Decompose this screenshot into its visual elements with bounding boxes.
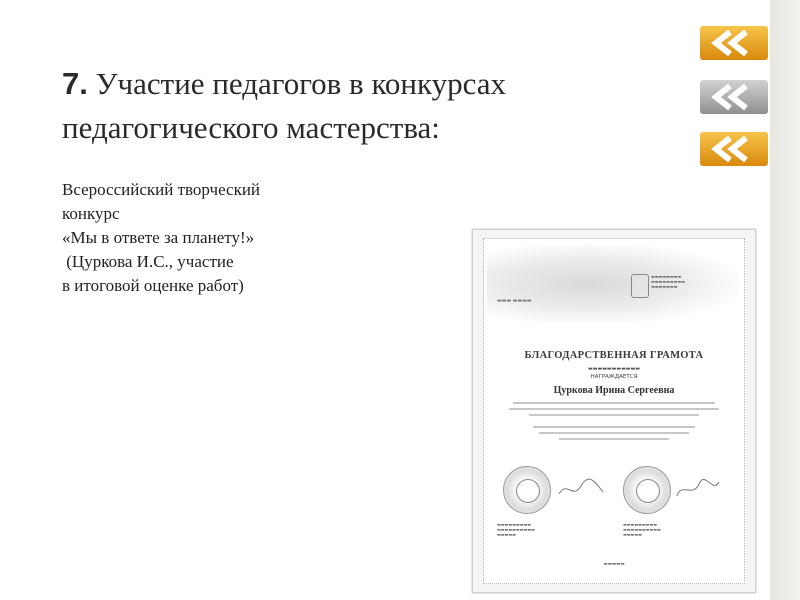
certificate-seal-left-icon	[503, 466, 551, 514]
certificate-footer: ▬▬▬▬▬	[603, 562, 625, 567]
nav-arrow-stack	[700, 0, 800, 180]
certificate-recipient: Цуркова Ирина Сергеевна	[553, 385, 675, 396]
certificate-org-right: ▬▬▬▬▬▬▬▬ ▬▬▬▬▬▬▬▬▬ ▬▬▬▬▬▬▬	[651, 274, 686, 289]
certificate-title: БЛАГОДАРСТВЕННАЯ ГРАМОТА	[524, 350, 704, 361]
slide-title	[62, 62, 682, 150]
title-text: Участие педагогов в конкурсах педагогического мастерства:	[62, 66, 507, 145]
description-line: (Цуркова И.С., участие	[62, 252, 234, 271]
certificate-number: ▬▬▬▬▬▬▬▬▬▬▬	[588, 366, 640, 372]
certificate-logo-icon	[631, 274, 649, 298]
double-chevron-left-icon[interactable]	[700, 76, 768, 118]
certificate-org-left: ▬▬▬ ▬▬▬▬	[497, 298, 532, 304]
double-chevron-left-icon[interactable]	[700, 128, 768, 170]
contest-description	[62, 178, 382, 298]
certificate-awarded-label: НАГРАЖДАЕТСЯ	[590, 374, 638, 380]
double-chevron-left-icon[interactable]	[700, 22, 768, 64]
certificate-text-line	[539, 432, 689, 434]
certificate-text-line	[529, 414, 699, 416]
signature-scribble-left	[557, 476, 607, 502]
certificate-seal-right-icon	[623, 466, 671, 514]
certificate-image	[472, 229, 756, 593]
certificate-text-line	[513, 402, 715, 404]
certificate-text-line	[509, 408, 719, 410]
certificate-signature-right: ▬▬▬▬▬▬▬▬▬ ▬▬▬▬▬▬▬▬▬▬ ▬▬▬▬▬	[623, 522, 661, 537]
description-line: Всероссийский творческий	[62, 180, 261, 199]
certificate-text-line	[533, 426, 695, 428]
description-line: в итоговой оценке работ)	[62, 276, 244, 295]
signature-scribble-right	[673, 476, 723, 502]
certificate-text-line	[559, 438, 669, 440]
description-line: «Мы в ответе за планету!»	[62, 228, 255, 247]
certificate-signature-left: ▬▬▬▬▬▬▬▬▬ ▬▬▬▬▬▬▬▬▬▬ ▬▬▬▬▬	[497, 522, 535, 537]
title-number: 7.	[62, 66, 88, 101]
description-line: конкурс	[62, 204, 120, 223]
